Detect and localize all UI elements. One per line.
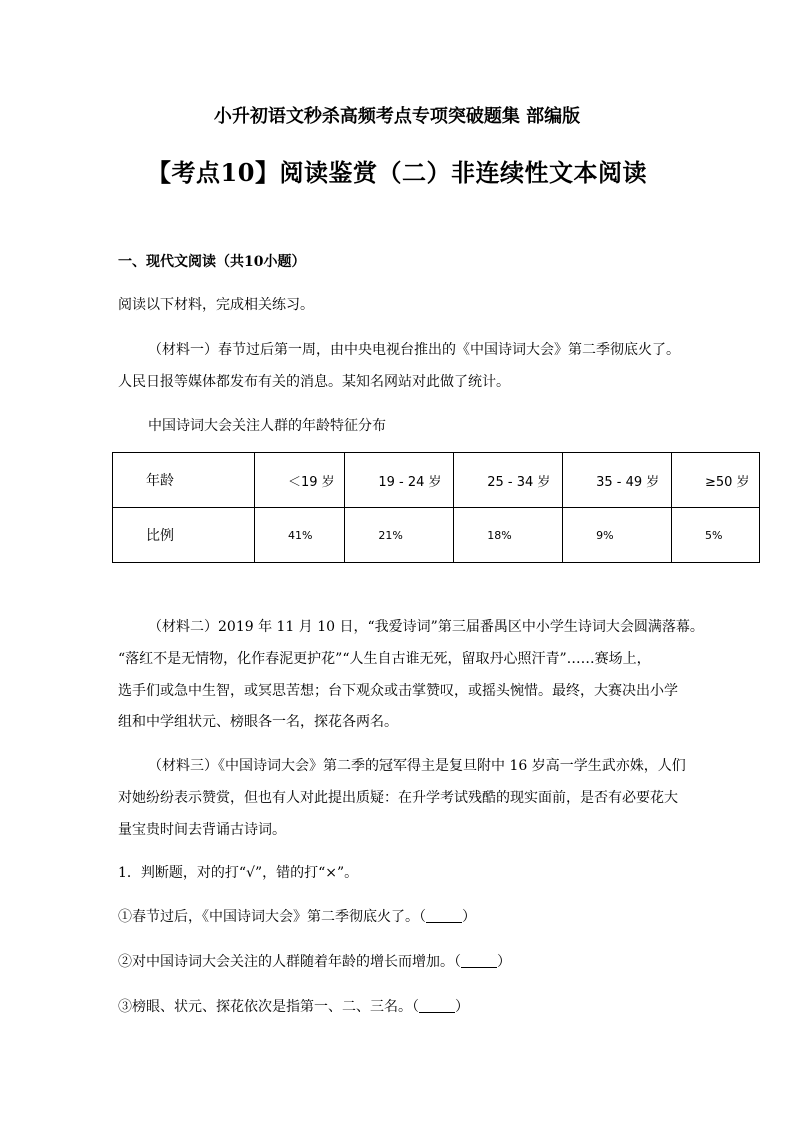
material-2-line-2: “落红不是无情物，化作春泥更护花”“人生自古谁无死，留取丹心照汗青”……赛场上， (118, 651, 651, 667)
question-item-2 (118, 951, 511, 971)
ratio-cell: 5% (671, 508, 759, 563)
table-header-age: 年龄 (113, 453, 255, 508)
age-cell: 19 - 24 岁 (345, 453, 454, 508)
age-cell: 35 - 49 岁 (563, 453, 672, 508)
ratio-cell: 21% (345, 508, 454, 563)
answer-blank[interactable] (461, 953, 497, 968)
material-2-line-4: 组和中学组状元、榜眼各一名，探花各两名。 (118, 714, 398, 730)
answer-blank[interactable] (426, 908, 462, 923)
table-header-ratio: 比例 (113, 508, 255, 563)
ratio-cell: 18% (454, 508, 563, 563)
table-row-age (113, 453, 760, 508)
question-item-close: ） (455, 999, 469, 1015)
question-item-3 (118, 996, 469, 1016)
ratio-cell: 41% (255, 508, 345, 563)
question-item-text: ①春节过后，《中国诗词大会》第二季彻底火了。（ (118, 909, 426, 925)
document-subtitle: 小升初语文秒杀高频考点专项突破题集 部编版 (213, 106, 581, 127)
table-caption: 中国诗词大会关注人群的年龄特征分布 (148, 418, 386, 434)
age-distribution-table (112, 452, 760, 563)
age-cell: ＜19 岁 (255, 453, 345, 508)
document-title: 【考点10】阅读鉴赏（二）非连续性文本阅读 (147, 158, 647, 187)
material-3-line-3: 量宝贵时间去背诵古诗词。 (118, 822, 286, 838)
question-item-text: ③榜眼、状元、探花依次是指第一、二、三名。（ (118, 999, 419, 1015)
material-2-line-1: （材料二）2019 年 11 月 10 日，“我爱诗词”第三届番禺区中小学生诗词大会圆满落幕。 (148, 619, 704, 635)
question-item-text: ②对中国诗词大会关注的人群随着年龄的增长而增加。（ (118, 954, 461, 970)
question-item-close: ） (497, 954, 511, 970)
age-cell: ≥50 岁 (671, 453, 759, 508)
material-1-line-1: （材料一）春节过后第一周，由中央电视台推出的《中国诗词大会》第二季彻底火了。 (148, 342, 680, 358)
table-row-ratio (113, 508, 760, 563)
question-item-close: ） (462, 909, 476, 925)
ratio-cell: 9% (563, 508, 672, 563)
answer-blank[interactable] (419, 998, 455, 1013)
material-3-line-1: （材料三）《中国诗词大会》第二季的冠军得主是复旦附中 16 岁高一学生武亦姝，人们 (148, 758, 686, 774)
reading-instruction: 阅读以下材料，完成相关练习。 (118, 297, 314, 313)
question-item-1 (118, 906, 476, 926)
material-1-line-2: 人民日报等媒体都发布有关的消息。某知名网站对此做了统计。 (118, 374, 510, 390)
question-prompt: 1．判断题，对的打“√”，错的打“×”。 (118, 865, 359, 881)
age-cell: 25 - 34 岁 (454, 453, 563, 508)
material-3-line-2: 对她纷纷表示赞赏，但也有人对此提出质疑：在升学考试残酷的现实面前，是否有必要花大 (118, 790, 678, 806)
material-2-line-3: 选手们或急中生智，或冥思苦想；台下观众或击掌赞叹，或摇头惋惜。最终，大赛决出小学 (118, 683, 678, 699)
section-heading: 一、现代文阅读（共10小题） (118, 254, 306, 270)
